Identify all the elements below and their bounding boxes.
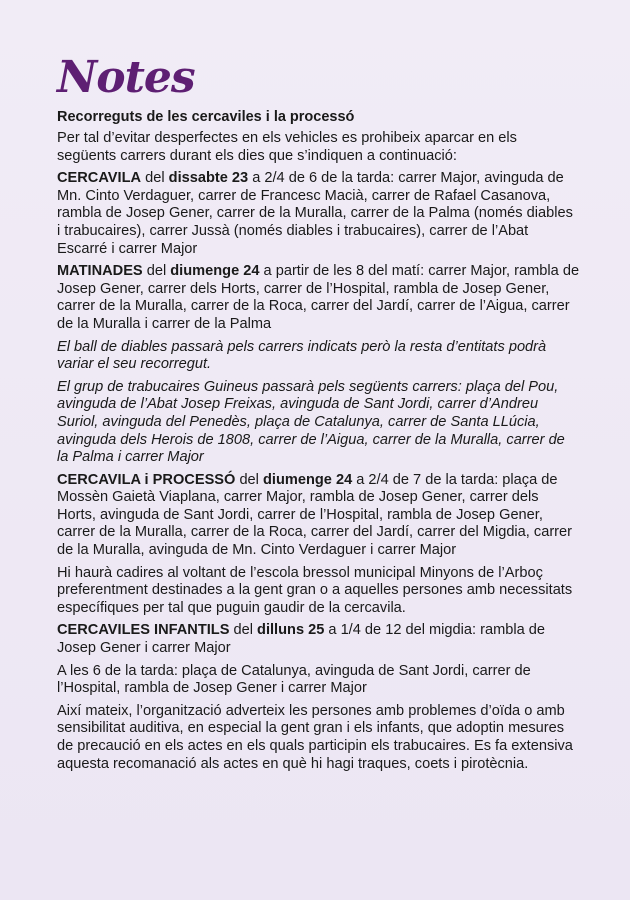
matinades-connector: del	[142, 263, 171, 280]
cadires-paragraph: Hi haurà cadires al voltant de l’escola bressol municipal Minyons de l’Arboç preferentment destinades a la gent gran o a aquelles persones amb necessitats específiques per tal que puguin gaudir de la cercavila.	[57, 564, 573, 616]
matinades-date: diumenge 24	[170, 263, 260, 280]
infantils-date: dilluns 25	[257, 622, 325, 639]
infantils-route: a 1/4 de 12 del migdia: rambla de Josep Gener i carrer Major	[57, 622, 546, 657]
matinades-label: MATINADES	[57, 263, 143, 280]
processo-paragraph	[57, 472, 580, 560]
cercavila-route: a 2/4 de 6 de la tarda: carrer Major, avinguda de Mn. Cinto Verdaguer, carrer de Francesc Macià, carrer de Rafael Casanova, rambla de Josep Gener, carrer de la Muralla, carrer de la Palma (només diables i trabucaires), carrer Jussà (només diables i trabucaires), carrer de l’Abat Escarré i carrer Major	[57, 170, 573, 257]
infantils-connector: del	[229, 622, 258, 639]
advertencia-paragraph: Així mateix, l’organització adverteix les persones amb problemes d’oïda o amb sensibilitat auditiva, en especial la gent gran i els infants, que adoptin mesures de precaució en els actes en els quals participin els trabucaires. Es fa extensiva aquesta recomanació als actes en què hi hagi traques, coets i pirotècnia.	[57, 702, 573, 772]
infantils-label: CERCAVILES INFANTILS	[57, 622, 230, 639]
processo-connector: del	[235, 471, 263, 488]
page-title: Notes	[57, 52, 195, 103]
processo-date: diumenge 24	[262, 471, 353, 488]
cercavila-label: CERCAVILA	[57, 170, 142, 187]
infantils-paragraph	[57, 622, 580, 657]
cercavila-connector: del	[141, 170, 169, 187]
cercavila-paragraph	[57, 170, 580, 258]
matinades-paragraph	[57, 263, 580, 333]
trabucaires-note: El grup de trabucaires Guineus passarà pels següents carrers: plaça del Pou, avinguda de l’Abat Josep Freixas, avinguda de Sant Jordi, carrer d’Andreu Suriol, avinguda del Penedès, plaça de Catalunya, carrer de Santa LLúcia, avinguda dels Herois de 1808, carrer de l’Aigua, carrer de la Muralla, carrer de la Palma i carrer Major	[57, 378, 565, 466]
processo-label: CERCAVILA i PROCESSÓ	[57, 471, 236, 488]
matinades-route: a partir de les 8 del matí: carrer Major, rambla de Josep Gener, carrer dels Horts, carrer de l’Hospital, rambla de Josep Gener, carrer de la Muralla, carrer de la Roca, carrer del Jardí, carrer de l’Aigua, carrer de la Muralla i carrer de la Palma	[57, 263, 580, 332]
intro-paragraph: Per tal d’evitar desperfectes en els vehicles es prohibeix aparcar en els següents carrers durant els dies que s’indiquen a continuació:	[57, 130, 517, 164]
diables-note: El ball de diables passarà pels carrers indicats però la resta d’entitats podrà variar el seu recorregut.	[57, 338, 547, 373]
section-subtitle: Recorreguts de les cercaviles i la processó	[57, 109, 355, 125]
cercavila-date: dissabte 23	[168, 170, 249, 187]
tarda-paragraph: A les 6 de la tarda: plaça de Catalunya, avinguda de Sant Jordi, carrer de l’Hospital, rambla de Josep Gener i carrer Major	[57, 662, 531, 697]
processo-route: a 2/4 de 7 de la tarda: plaça de Mossèn Gaietà Viaplana, carrer Major, rambla de Josep Gener, carrer dels Horts, avinguda de Sant Jordi, carrer de l’Hospital, rambla de Josep Gener, carrer de la Muralla, carrer de la Roca, carrer del Jardí, carrer del Migdia, carrer de la Muralla, avinguda de Mn. Cinto Verdaguer i carrer Major	[57, 471, 573, 559]
